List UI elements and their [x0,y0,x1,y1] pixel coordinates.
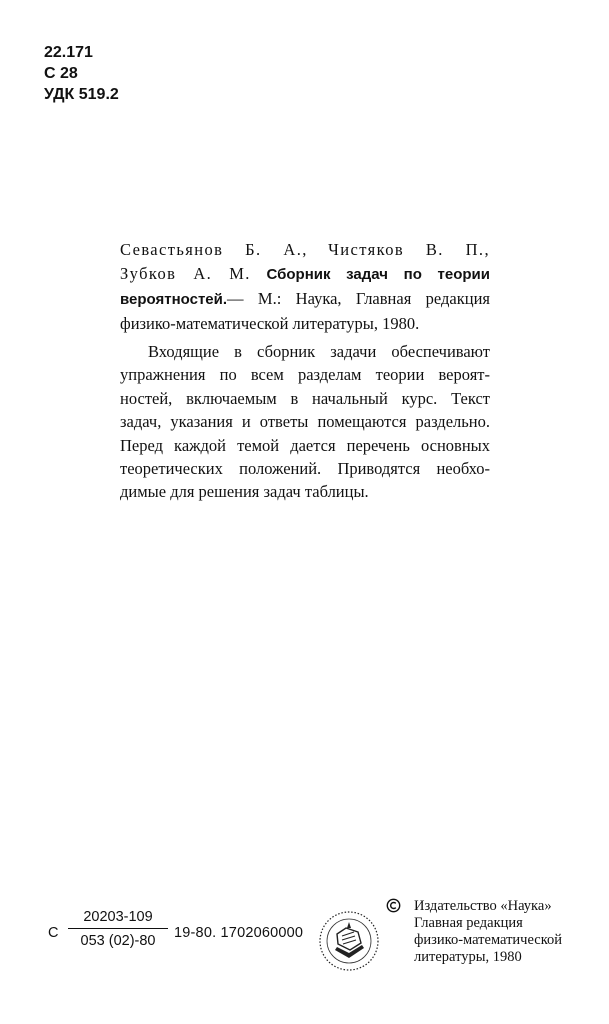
abstract [120,340,490,504]
abstract-line: теоретических положений. Приводятся необхо- [120,459,490,479]
udc-code: УДК 519.2 [44,86,119,103]
abstract-line: упражнения по всем разделам теории вероят- [120,365,490,385]
publisher-info: — М.: Наука, Главная редакция [227,289,490,308]
author-3: Зубков А. М. [120,264,251,283]
publisher-info-line-2: физико-математической литературы, 1980. [120,314,420,333]
copyright-icon [386,898,401,913]
abstract-line: Входящие в сборник задачи обеспечивают [148,342,490,361]
abstract-line: димые для решения задач таблицы. [120,482,369,502]
publisher-emblem-icon [318,910,380,972]
abstract-line: Перед каждой темой дается перечень основных [120,435,490,455]
price-code-numerator: 20203-109 [83,909,153,925]
copyright-line: Главная редакция [414,915,523,931]
copyright-line: Издательство «Наука» [414,898,552,914]
abstract-line: задач, указания и ответы помещаются раздельно. [120,412,490,432]
fraction-bar [68,928,168,929]
author-2: Чистяков В. П., [328,240,490,259]
bbk-code: 22.171 [44,44,93,61]
copyright-line: физико-математической [414,932,563,948]
author-mark: С 28 [44,65,78,82]
bibliographic-citation [120,238,490,336]
copyright-line: литературы, 1980 [414,949,522,965]
book-title-part-2: вероятностей. [120,291,228,308]
book-title-part-1: Сборник задач по теории [266,266,490,283]
price-code-letter: С [48,925,59,941]
classification-codes [44,42,119,105]
author-1: Севастьянов Б. А., [120,240,308,259]
abstract-line: ностей, включаемым в начальный курс. Текст [120,388,490,408]
price-code-denominator: 053 (02)-80 [80,933,156,949]
price-code-fraction [68,908,168,950]
price-code-suffix: 19-80. 1702060000 [174,925,304,941]
